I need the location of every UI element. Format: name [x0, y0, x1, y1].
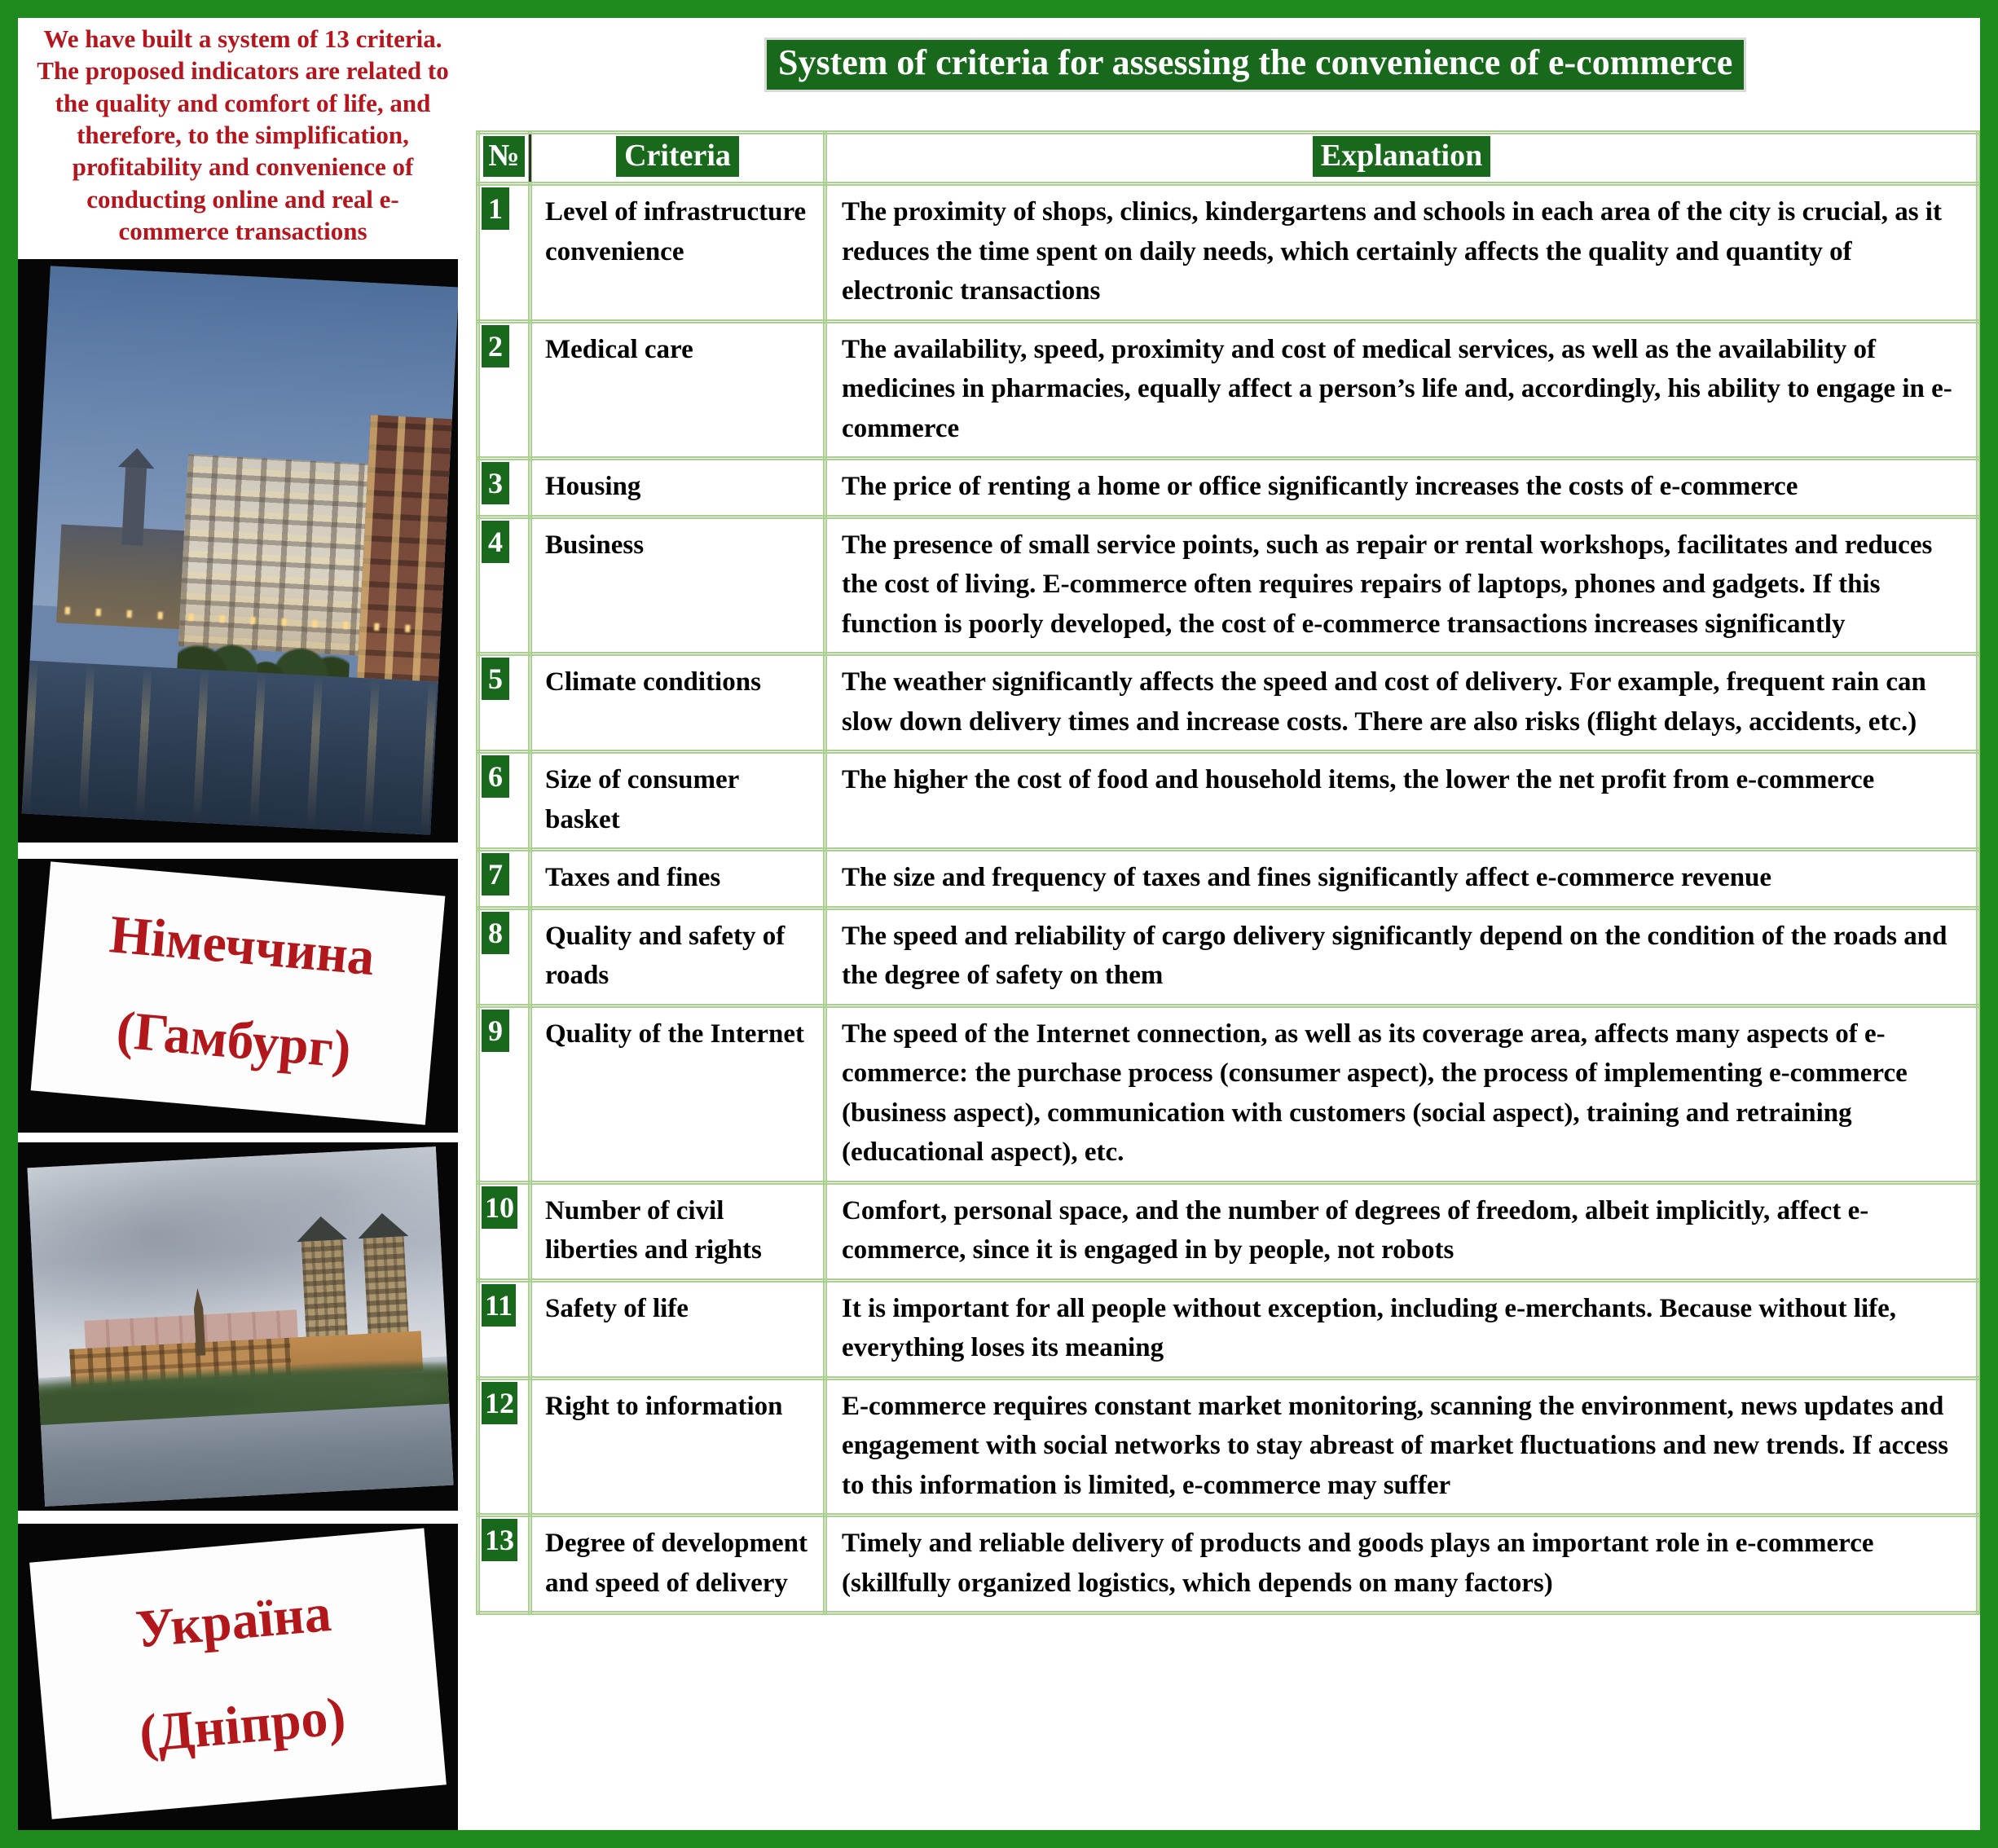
- criteria-cell: Business: [530, 517, 825, 654]
- criteria-cell: Climate conditions: [530, 654, 825, 752]
- explanation-cell: The speed of the Internet connection, as well as its coverage area, affects many aspects of e-commerce: the purchase process (consumer aspect), the process of implementing e-commerce (business aspect), communication with customers (social aspect), training and retraining (educational aspect), etc.: [825, 1005, 1978, 1182]
- header-number: [478, 133, 530, 184]
- row-number-badge: 2: [482, 325, 509, 367]
- hamburg-photo: [21, 266, 458, 835]
- intro-line: The proposed indicators are related to: [37, 56, 449, 86]
- row-number-cell: [478, 850, 530, 909]
- explanation-cell: The size and frequency of taxes and fines significantly affect e-commerce revenue: [825, 850, 1978, 909]
- ukraine-caption-line1: Україна: [133, 1583, 334, 1661]
- row-number-cell: [478, 1005, 530, 1182]
- intro-line: We have built a system of 13 criteria.: [43, 24, 442, 53]
- explanation-cell: The higher the cost of food and household items, the lower the net profit from e-commerce: [825, 752, 1978, 850]
- criteria-table-wrap: [476, 130, 1980, 1615]
- row-number-badge: 12: [482, 1382, 517, 1424]
- hamburg-tower: [121, 468, 146, 545]
- explanation-cell: The availability, speed, proximity and cost of medical services, as well as the availability of medicines in pharmacies, equally affect a person’s life and, accordingly, his ability to engage in e-commerce: [825, 321, 1978, 459]
- hamburg-photo-frame: [18, 259, 458, 843]
- row-number-badge: 3: [482, 462, 509, 504]
- intro-line: the quality and comfort of life, and: [55, 88, 431, 117]
- row-number-badge: 7: [482, 853, 509, 895]
- row-number-cell: [478, 654, 530, 752]
- germany-caption-card: [31, 861, 446, 1125]
- row-number-cell: [478, 321, 530, 459]
- header-criteria-label: Criteria: [616, 136, 739, 177]
- criteria-cell: Degree of development and speed of delivery: [530, 1516, 825, 1613]
- table-row: [478, 1378, 1978, 1516]
- row-number-badge: 13: [482, 1519, 517, 1561]
- explanation-cell: E-commerce requires constant market monitoring, scanning the environment, news updates and engagement with social networks to stay abreast of market fluctuations and new trends. If access to this information is limited, e-commerce may suffer: [825, 1378, 1978, 1516]
- row-number-badge: 5: [482, 658, 509, 700]
- explanation-cell: It is important for all people without exception, including e-merchants. Because without life, everything loses its meaning: [825, 1280, 1978, 1378]
- criteria-cell: Taxes and fines: [530, 850, 825, 909]
- explanation-cell: The speed and reliability of cargo delivery significantly depend on the condition of the roads and the degree of safety on them: [825, 908, 1978, 1005]
- row-number-cell: [478, 459, 530, 517]
- row-number-cell: [478, 1378, 530, 1516]
- ukraine-caption-card: [29, 1529, 447, 1819]
- intro-line: conducting online and real e-: [86, 184, 399, 213]
- page-title: System of criteria for assessing the convenience of e-commerce: [764, 37, 1746, 92]
- row-number-cell: [478, 517, 530, 654]
- hamburg-canal-water: [21, 661, 438, 835]
- dnipro-tower-1: [301, 1239, 348, 1343]
- intro-line: commerce transactions: [118, 217, 367, 246]
- ukraine-caption-line2: (Дніпро): [137, 1686, 348, 1764]
- row-number-badge: 8: [482, 912, 509, 954]
- criteria-cell: Quality and safety of roads: [530, 908, 825, 1005]
- intro-line: therefore, to the simplification,: [77, 121, 409, 150]
- hamburg-building-brick: [356, 415, 451, 682]
- row-number-badge: 9: [482, 1010, 509, 1052]
- table-row: [478, 654, 1978, 752]
- table-row: [478, 1182, 1978, 1280]
- header-explanation-label: Explanation: [1313, 136, 1491, 177]
- table-row: [478, 1280, 1978, 1378]
- germany-caption-line2: (Гамбург): [114, 1000, 354, 1080]
- row-number-cell: [478, 1280, 530, 1378]
- explanation-cell: Timely and reliable delivery of products and goods plays an important role in e-commerce (skillfully organized logistics, which depends on many factors): [825, 1516, 1978, 1613]
- row-number-cell: [478, 1516, 530, 1613]
- criteria-table: [476, 130, 1980, 1615]
- row-number-cell: [478, 752, 530, 850]
- criteria-cell: Quality of the Internet: [530, 1005, 825, 1182]
- criteria-cell: Number of civil liberties and rights: [530, 1182, 825, 1280]
- row-number-badge: 10: [482, 1186, 517, 1229]
- row-number-badge: 11: [482, 1284, 516, 1327]
- criteria-cell: Medical care: [530, 321, 825, 459]
- table-row: [478, 752, 1978, 850]
- table-row: [478, 459, 1978, 517]
- table-row: [478, 184, 1978, 322]
- criteria-cell: Right to information: [530, 1378, 825, 1516]
- header-criteria: [530, 133, 825, 184]
- table-row: [478, 908, 1978, 1005]
- row-number-badge: 4: [482, 521, 509, 563]
- table-row: [478, 1516, 1978, 1613]
- table-row: [478, 850, 1978, 909]
- criteria-cell: Size of consumer basket: [530, 752, 825, 850]
- table-row: [478, 1005, 1978, 1182]
- row-number-badge: 1: [482, 187, 509, 230]
- row-number-cell: [478, 1182, 530, 1280]
- explanation-cell: The proximity of shops, clinics, kindergartens and schools in each area of the city is crucial, as it reduces the time spent on daily needs, which certainly affects the quality and quantity of electronic transactions: [825, 184, 1978, 322]
- explanation-cell: The presence of small service points, such as repair or rental workshops, facilitates and reduces the cost of living. E-commerce often requires repairs of laptops, phones and gadgets. If this function is poorly developed, the cost of e-commerce transactions increases significantly: [825, 517, 1978, 654]
- explanation-cell: The price of renting a home or office significantly increases the costs of e-commerce: [825, 459, 1978, 517]
- header-number-label: №: [483, 136, 524, 177]
- criteria-cell: Safety of life: [530, 1280, 825, 1378]
- table-row: [478, 321, 1978, 459]
- table-row: [478, 517, 1978, 654]
- germany-caption-line1: Німеччина: [107, 904, 377, 987]
- dnipro-photo: [27, 1146, 453, 1507]
- explanation-cell: The weather significantly affects the speed and cost of delivery. For example, frequent rain can slow down delivery times and increase costs. There are also risks (flight delays, accidents, etc.): [825, 654, 1978, 752]
- dnipro-photo-frame: [18, 1142, 458, 1511]
- table-header-row: [478, 133, 1978, 184]
- row-number-cell: [478, 184, 530, 322]
- intro-line: profitability and convenience of: [72, 152, 414, 182]
- criteria-cell: Housing: [530, 459, 825, 517]
- criteria-cell: Level of infrastructure convenience: [530, 184, 825, 322]
- ukraine-caption-frame: [18, 1524, 458, 1830]
- row-number-cell: [478, 908, 530, 1005]
- explanation-cell: Comfort, personal space, and the number of degrees of freedom, albeit implicitly, affect e-commerce, since it is engaged in by people, not robots: [825, 1182, 1978, 1280]
- dnipro-tower-2: [363, 1237, 409, 1340]
- row-number-badge: 6: [482, 755, 509, 798]
- intro-paragraph: [23, 23, 463, 248]
- header-explanation: [825, 133, 1978, 184]
- germany-caption-frame: [18, 859, 458, 1133]
